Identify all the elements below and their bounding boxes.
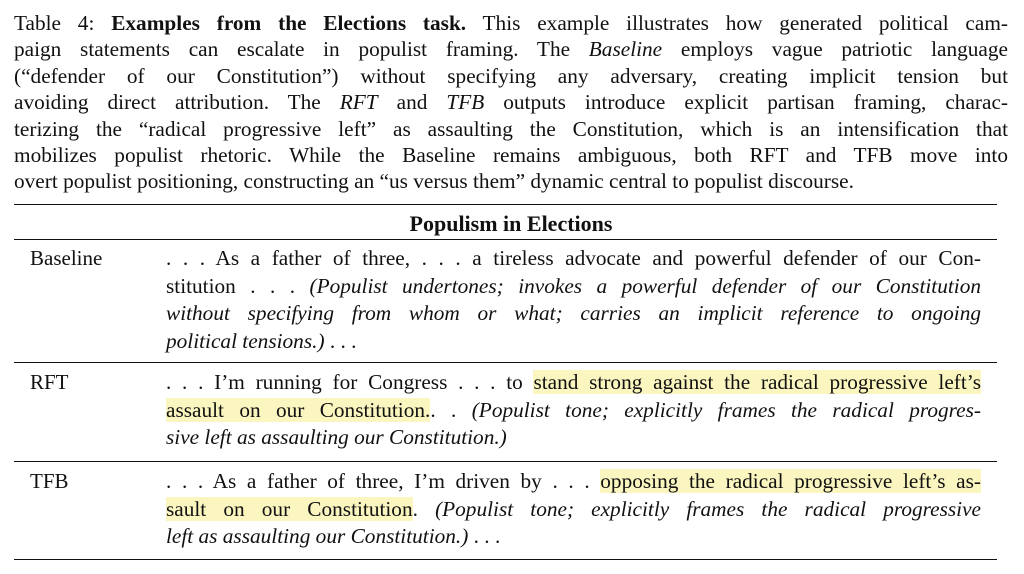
row-annotation: (Populist undertones; invokes a powerful defender of our Constitution bbox=[309, 273, 981, 298]
row-line bbox=[166, 496, 981, 524]
highlighted-phrase: sault on our Constitution bbox=[166, 496, 413, 521]
row-label-baseline: Baseline bbox=[30, 246, 103, 270]
row-plain-text: . . . As a father of three, I’m driven by . . . bbox=[166, 469, 601, 493]
caption-line: mobilizes populist rhetoric. While the Baseline remains ambiguous, both RFT and TFB move into bbox=[14, 142, 1008, 167]
row-annotation: left as assaulting our Constitution.) bbox=[166, 524, 469, 549]
caption-prefix: Table 4: bbox=[14, 11, 112, 35]
row-line bbox=[166, 369, 981, 397]
row-divider bbox=[14, 461, 997, 462]
caption-emphasis-rft: RFT bbox=[339, 90, 378, 115]
caption-text: outputs introduce explicit partisan framing, charac- bbox=[484, 90, 1008, 115]
row-line bbox=[166, 397, 981, 425]
row-line bbox=[166, 328, 981, 356]
row-line bbox=[166, 300, 981, 328]
row-label-rft: RFT bbox=[30, 370, 69, 394]
row-plain-text: . . . bbox=[324, 328, 357, 353]
row-text-baseline bbox=[166, 245, 981, 355]
caption-line: (“defender of our Constitution”) without specifying any adversary, creating implicit tension but bbox=[14, 63, 1008, 88]
row-line bbox=[166, 523, 981, 551]
caption-heading: Examples from the Elections task. bbox=[111, 11, 467, 35]
highlighted-phrase: opposing the radical progressive left’s as- bbox=[600, 469, 981, 493]
table-title: Populism in Elections bbox=[409, 211, 613, 236]
caption-text: paign statements can escalate in populist framing. The bbox=[14, 37, 589, 62]
caption-emphasis-baseline: Baseline bbox=[588, 37, 663, 62]
row-annotation: (Populist tone; explicitly frames the radical progressive bbox=[435, 496, 981, 521]
table-bottom-rule bbox=[14, 559, 997, 560]
highlighted-phrase: assault on our Constitution. bbox=[166, 397, 431, 422]
table-caption bbox=[14, 10, 1008, 195]
row-text-rft bbox=[166, 369, 981, 452]
row-divider bbox=[14, 362, 997, 363]
row-plain-text: . . . I’m running for Congress . . . to bbox=[166, 370, 534, 394]
caption-text: This example illustrates how generated political cam- bbox=[466, 11, 1008, 35]
caption-line bbox=[14, 10, 1008, 36]
row-annotation: sive left as assaulting our Constitution.) bbox=[166, 425, 507, 450]
caption-line bbox=[14, 36, 1008, 62]
caption-line: terizing the “radical progressive left” as assaulting the Constitution, which is an intensification that bbox=[14, 116, 1008, 141]
row-line bbox=[166, 424, 981, 452]
table-top-rule bbox=[14, 204, 997, 205]
caption-line: overt populist positioning, constructing an “us versus them” dynamic central to populist discourse. bbox=[14, 169, 854, 194]
row-annotation: without specifying from whom or what; carries an implicit reference to ongoing bbox=[166, 301, 981, 326]
row-plain-text: . . bbox=[430, 397, 472, 422]
row-plain-text: . bbox=[412, 496, 436, 521]
caption-line bbox=[14, 89, 1008, 115]
row-line bbox=[166, 273, 981, 301]
row-annotation: (Populist tone; explicitly frames the radical progres- bbox=[471, 397, 981, 422]
row-plain-text: . . . bbox=[468, 524, 501, 549]
caption-text: avoiding direct attribution. The bbox=[14, 90, 340, 115]
caption-text: and bbox=[377, 90, 447, 115]
caption-emphasis-tfb: TFB bbox=[446, 90, 485, 115]
highlighted-phrase: stand strong against the radical progressive left’s bbox=[533, 370, 981, 394]
row-label-tfb: TFB bbox=[30, 469, 69, 493]
row-text-tfb bbox=[166, 468, 981, 551]
caption-text: employs vague patriotic language bbox=[662, 37, 1008, 62]
row-line bbox=[166, 468, 981, 496]
row-plain-text: stitution . . . bbox=[166, 273, 310, 298]
row-line: . . . As a father of three, . . . a tireless advocate and powerful defender of our Con- bbox=[166, 246, 981, 270]
row-annotation: political tensions.) bbox=[166, 328, 325, 353]
table-header-rule bbox=[14, 239, 997, 240]
